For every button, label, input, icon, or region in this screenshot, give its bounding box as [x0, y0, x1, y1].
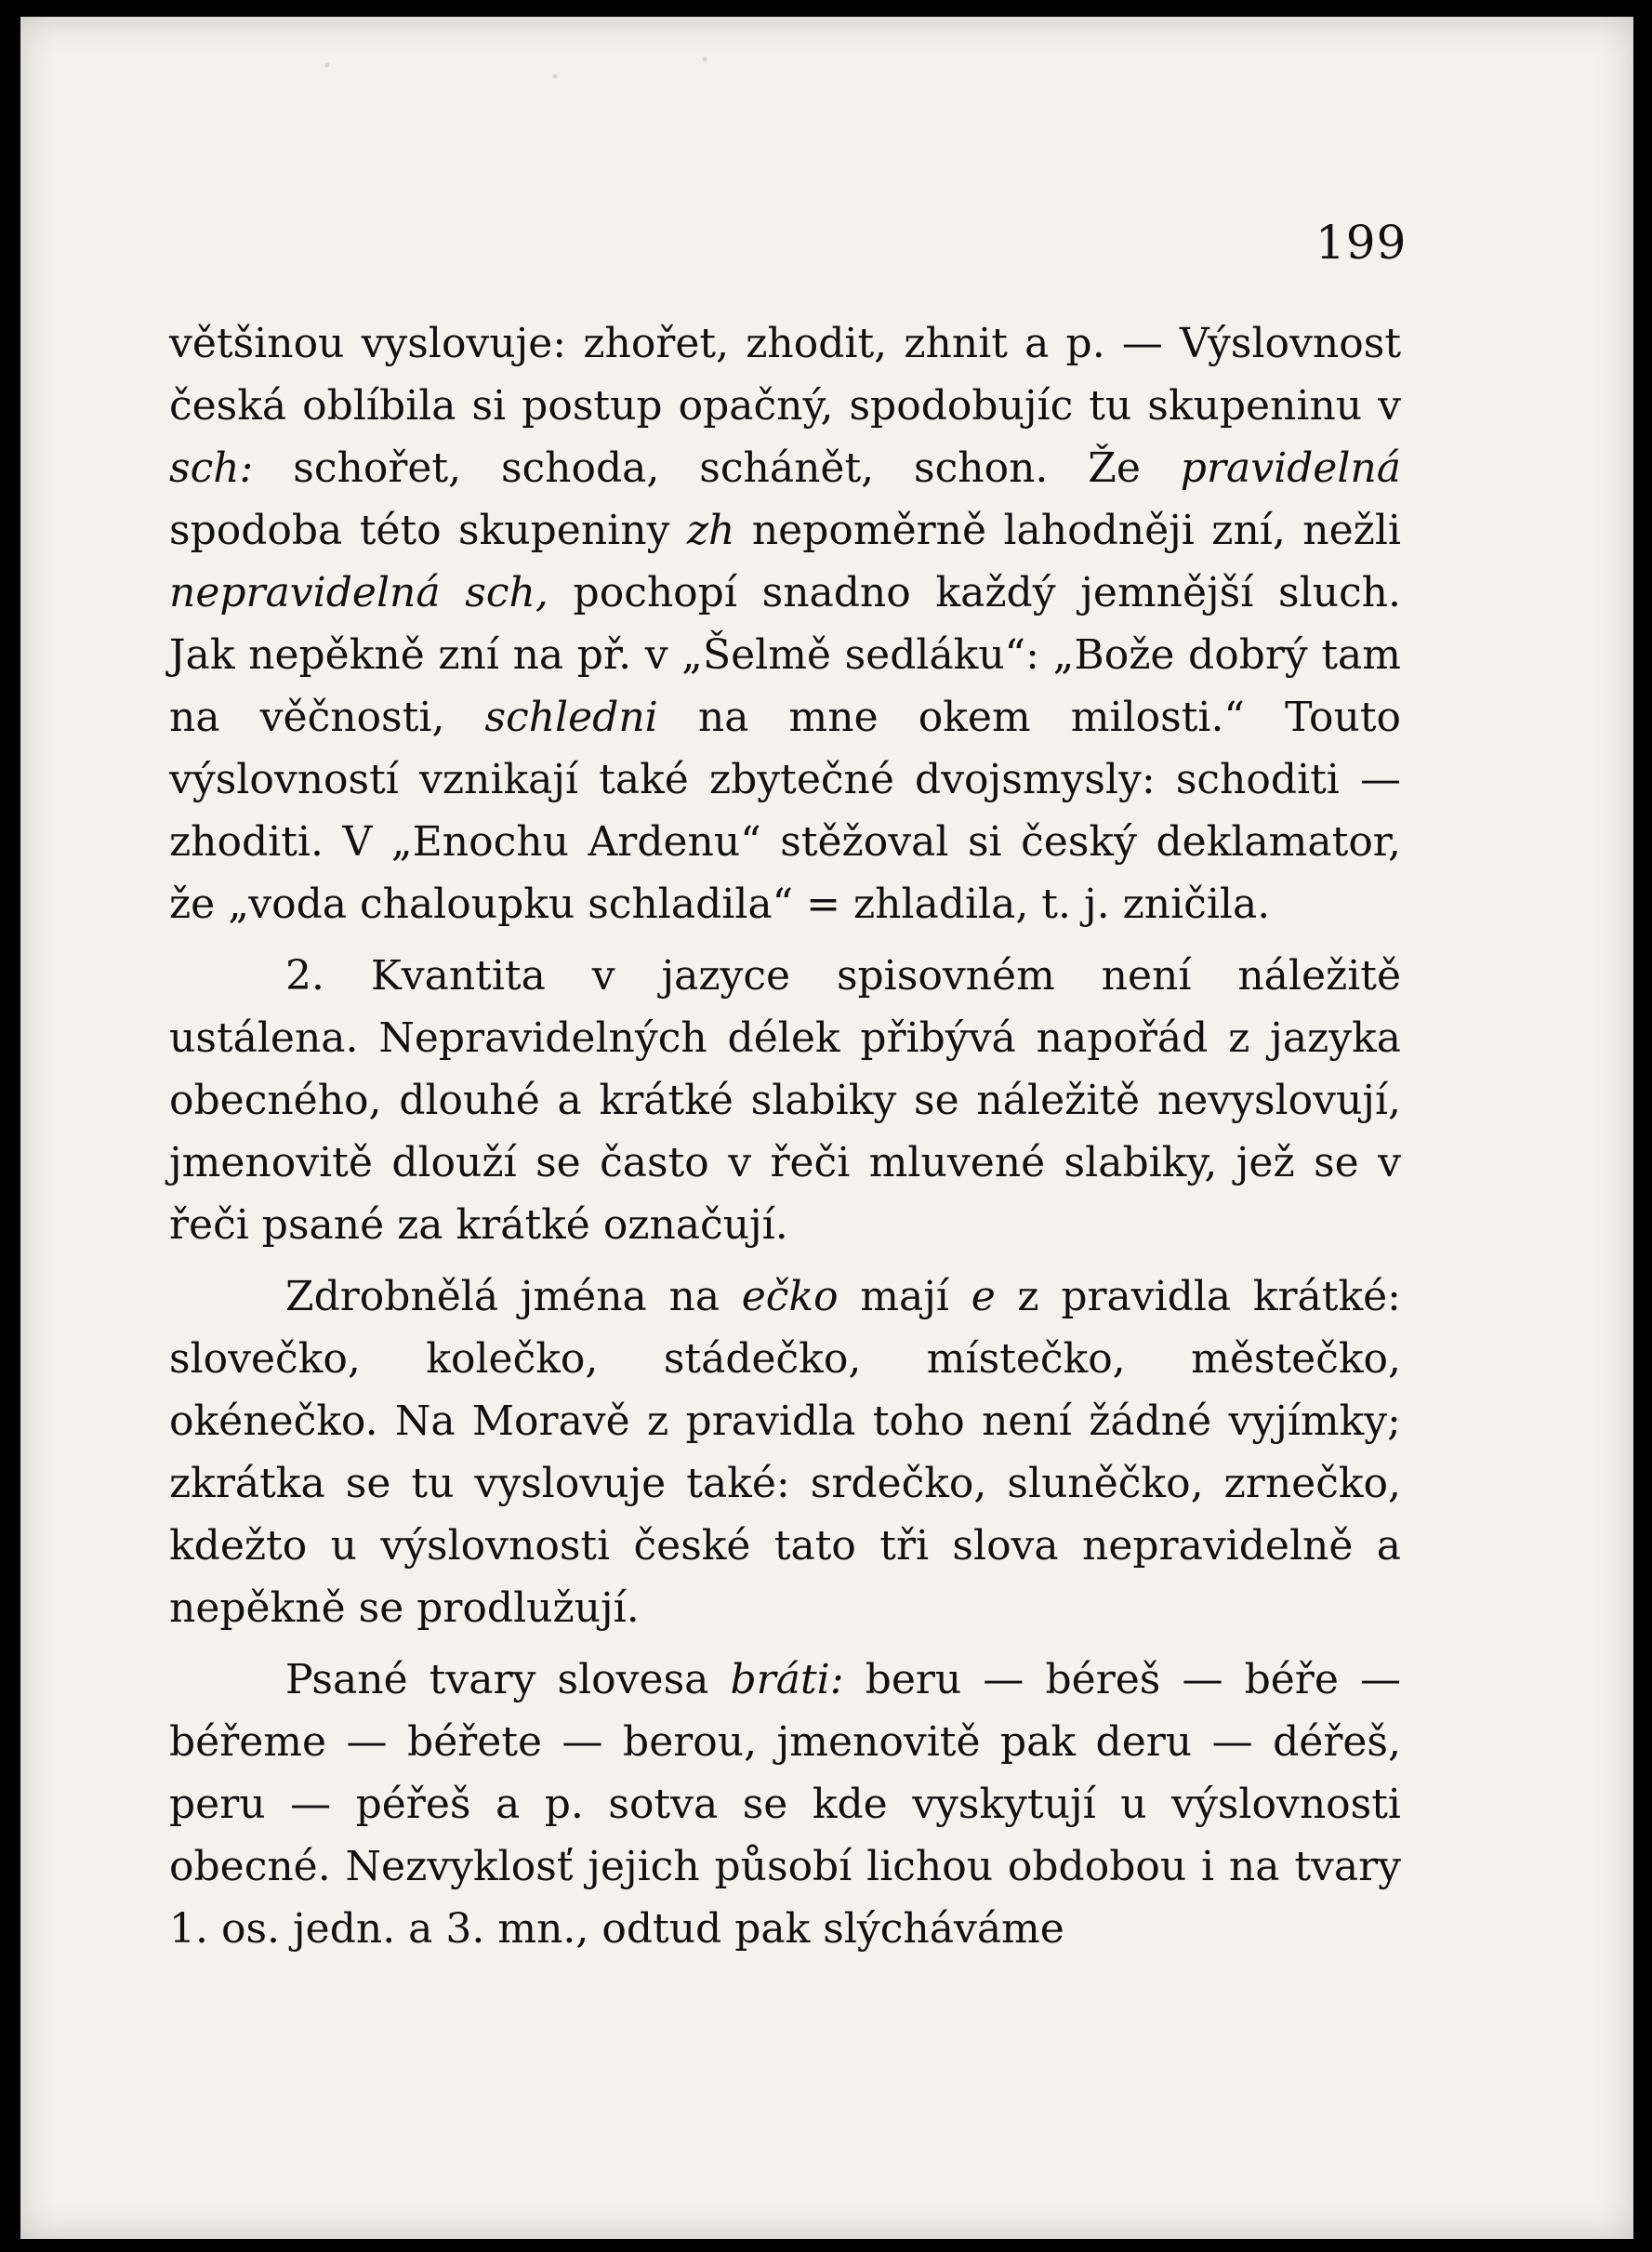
- text-run: většinou vyslovuje: zhořet, zhodit, zhnit a p. — Výslovnost česká oblíbila si postup opačný, spodobujíc tu skupeninu v: [169, 320, 1401, 430]
- italic-term: e: [971, 1273, 996, 1320]
- paragraph: [169, 1265, 1401, 1639]
- text-run: Zdrobnělá jména na: [285, 1273, 742, 1320]
- paragraph: [169, 945, 1401, 1256]
- body-text: [169, 312, 1401, 1960]
- paragraph: [169, 1649, 1401, 1960]
- italic-term: nepravidelná sch,: [169, 569, 548, 616]
- text-run: Psané tvary slovesa: [285, 1656, 731, 1703]
- italic-term: ečko: [741, 1273, 839, 1320]
- italic-term: pravidelná: [1180, 444, 1401, 492]
- text-run: spodoba této skupeniny: [169, 507, 687, 554]
- text-run: z pravidla krátké: slovečko, kolečko, stádečko, místečko, městečko, okénečko. Na Moravě z pravidla toho není žádné vyjímky; zkrátka se tu vyslovuje také: srdečko, sluněčko, zrnečko, kdežto u výslovnosti české tato tři slova nepravidelně a nepěkně se prodlužují.: [169, 1273, 1401, 1632]
- italic-term: zh: [686, 507, 735, 554]
- italic-term: sch:: [169, 444, 254, 492]
- text-run: 2. Kvantita v jazyce spisovném není náležitě ustálena. Nepravidelných délek přibývá napořád z jazyka obecného, dlouhé a krátké slabiky se náležitě nevyslovují, jmenovitě dlouží se často v řeči mluvené slabiky, jež se v řeči psané za krátké označují.: [169, 952, 1401, 1249]
- page-number: 199: [1315, 216, 1408, 270]
- italic-term: schledni: [484, 694, 658, 741]
- book-page: [20, 17, 1633, 2239]
- text-run: pochopí snadno každý jemnější sluch. Jak nepěkně zní na př. v „Šelmě sedláku“: „Bože dobrý tam na věčnosti,: [169, 569, 1401, 741]
- text-run: nepoměrně lahodněji zní, nežli: [734, 507, 1401, 554]
- text-run: beru — béreš — béře — béřeme — béřete — berou, jmenovitě pak deru — déřeš, peru — péřeš a p. sotva se kde vyskytují u výslovnosti obecné. Nezvyklosť jejich působí lichou obdobou i na tvary 1. os. jedn. a 3. mn., odtud pak slýcháváme: [169, 1656, 1401, 1953]
- paragraph: [169, 312, 1401, 935]
- italic-term: bráti:: [730, 1656, 844, 1703]
- text-run: na mne okem milosti.“ Touto výslovností vznikají také zbytečné dvojsmysly: schoditi — zhoditi. V „Enochu Ardenu“ stěžoval si český deklamator, že „voda chaloupku schladila“ = zhladila, t. j. zničila.: [169, 694, 1402, 928]
- text-run: mají: [838, 1273, 971, 1320]
- text-run: schořet, schoda, schánět, schon. Že: [253, 444, 1181, 492]
- scan-dust: [197, 43, 848, 99]
